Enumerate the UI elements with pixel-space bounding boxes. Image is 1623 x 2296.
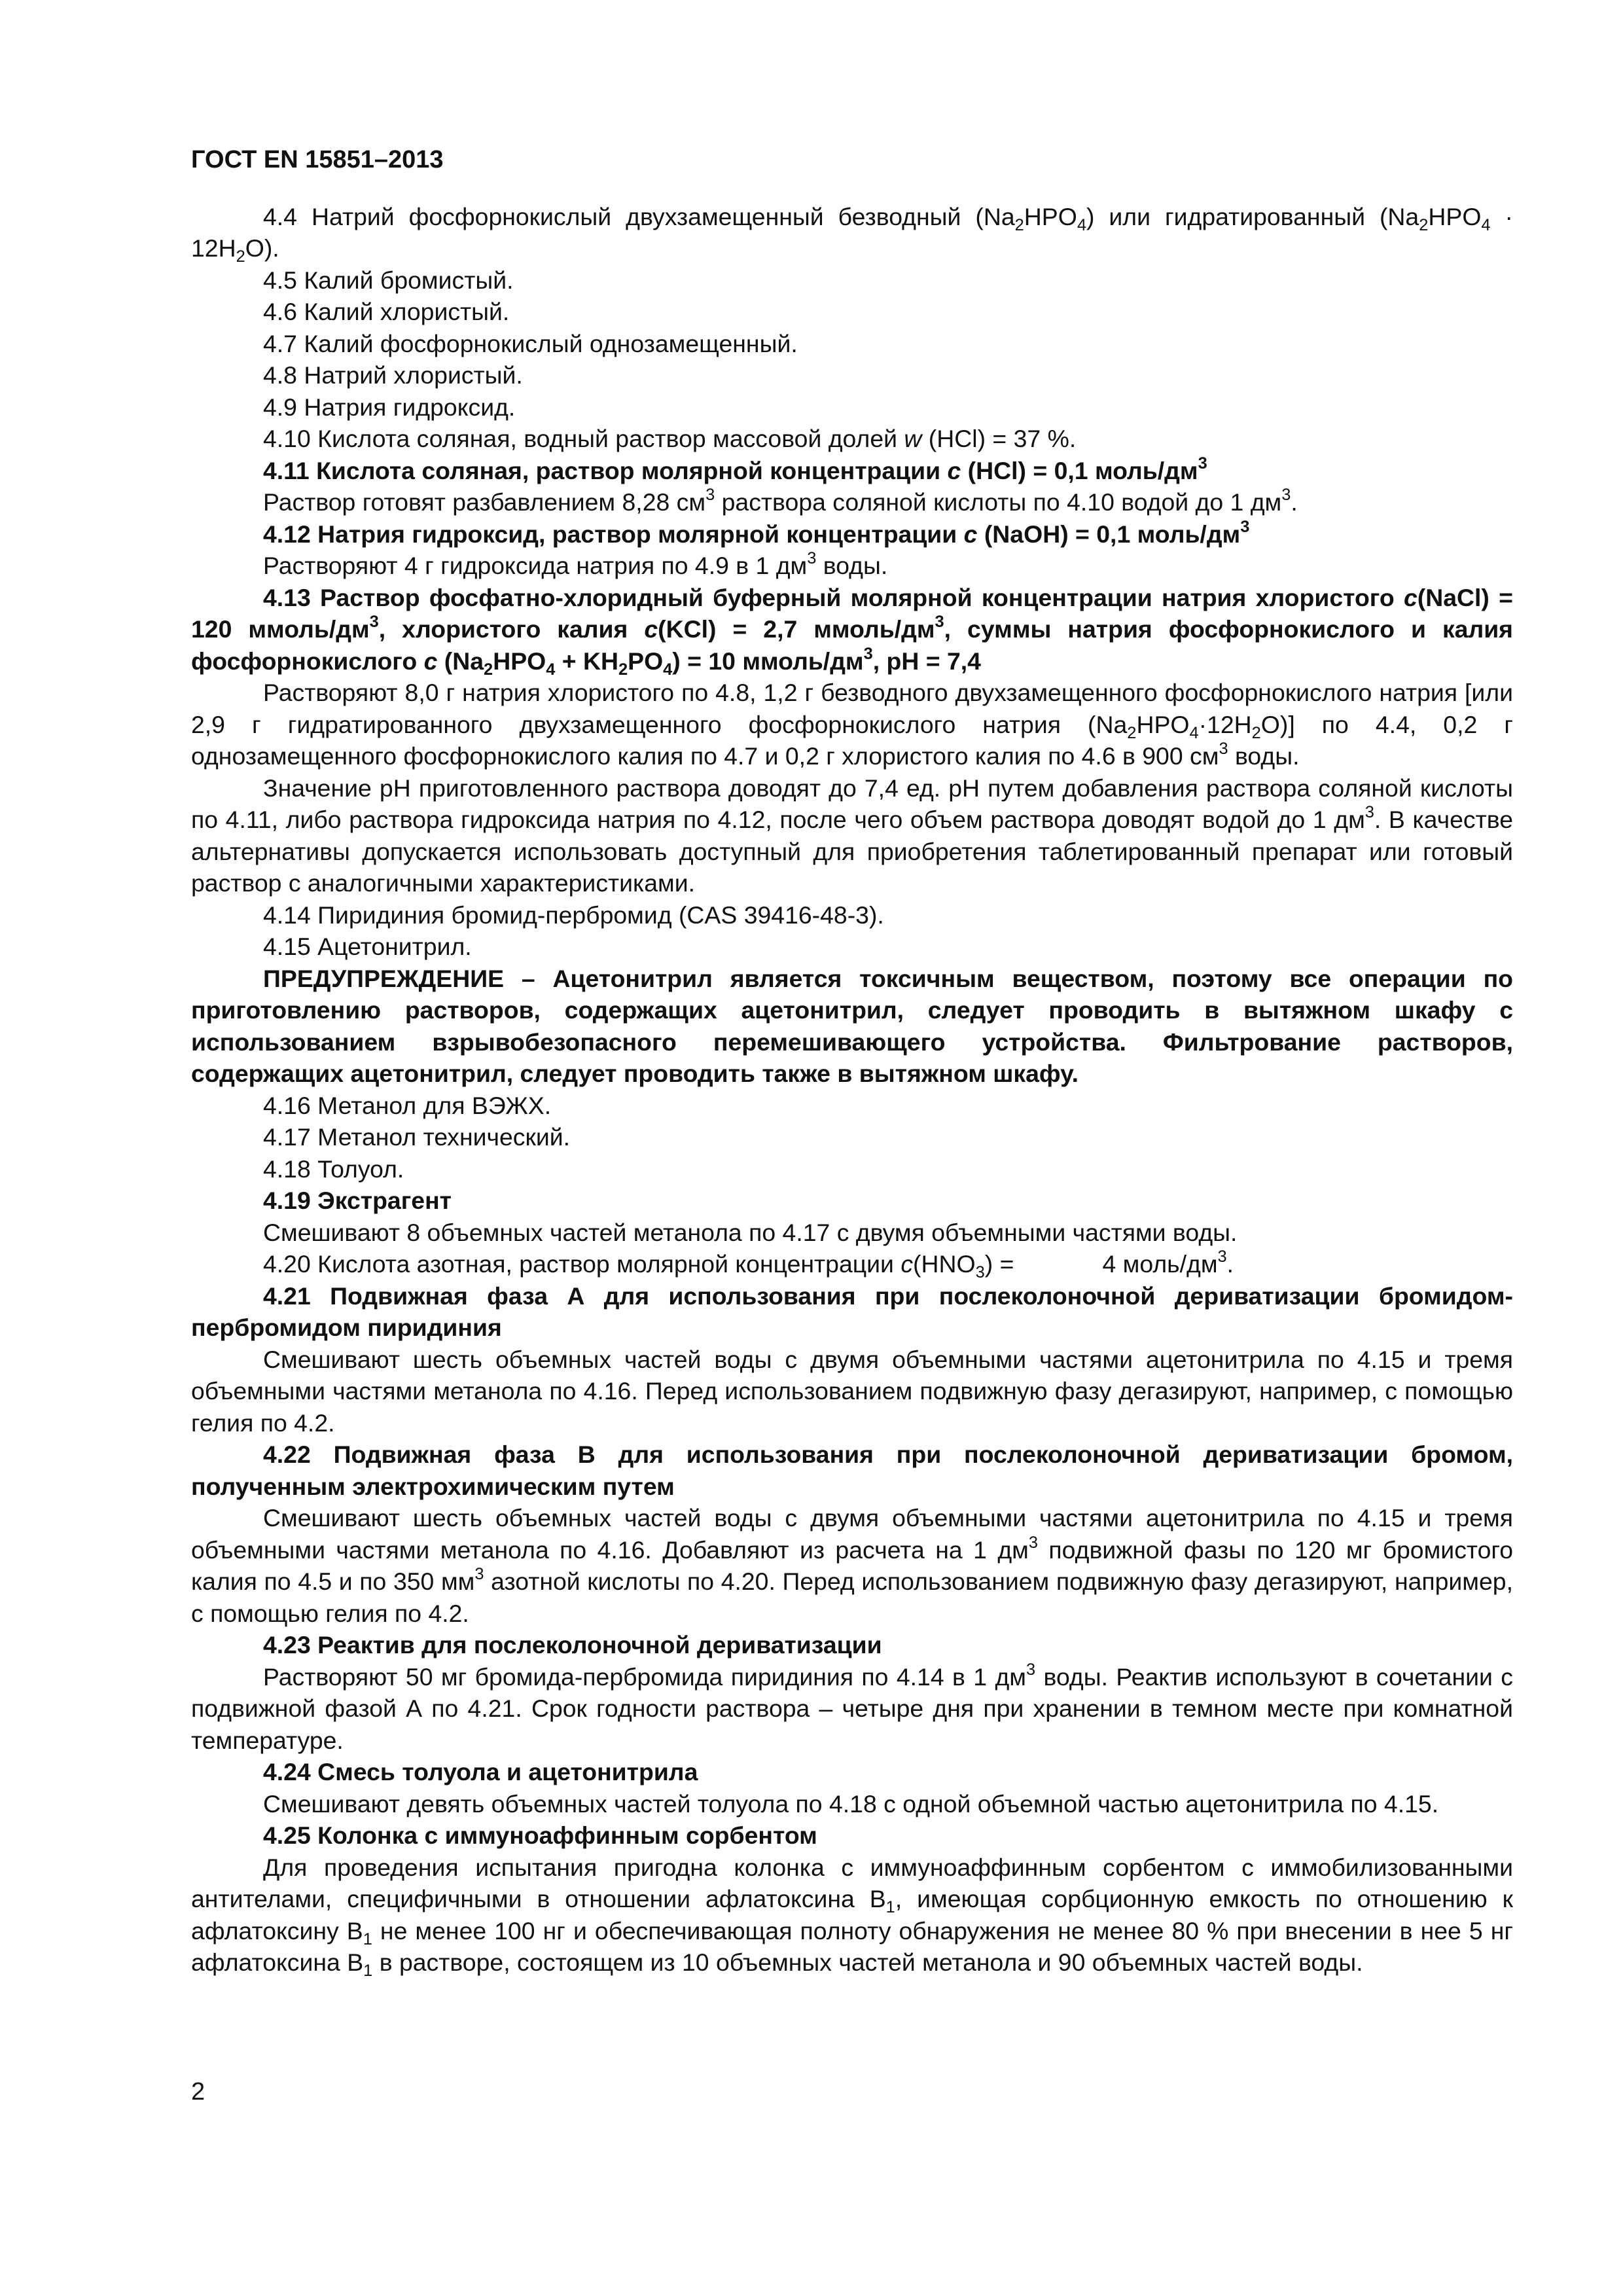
clause-4-12-heading: 4.12 Натрия гидроксид, раствор молярной концентрации c (NaOH) = 0,1 моль/$дм^3$ [263, 517, 1250, 548]
clause-4-23-heading: 4.23 Реактив для послеколоночной дериватизации [263, 1631, 882, 1659]
clause-4-13-heading: 4.13 Раствор фосфатно-хлоридный буферный молярной концентрации натрия хлористого c(NaCl) = 120 ммоль/$дм^3$, хлористого калия c(KCl) = 2,7 ммоль/$дм^3$, суммы натрия фосфорнокислого и калия фосфорнокислого c $(Na_2HPO_4 + KH_2PO_4) = 10$ ммоль/$дм^3$, pH = 7,4 [191, 583, 1514, 679]
clause-4-18: 4.18 Толуол. [263, 1155, 404, 1183]
clause-4-24-heading: 4.24 Смесь толуола и ацетонитрила [263, 1758, 698, 1785]
clause-4-11-heading: 4.11 Кислота соляная, раствор молярной концентрации c (HCl) = 0,1 моль/$дм^3$ [263, 454, 1207, 484]
clause-4-11-text: Раствор готовят разбавлением 8,28 $см^3$ раствора соляной кислоты по 4.10 водой до 1 $дм^3$. [263, 486, 1298, 516]
clause-4-23-text: Растворяют 50 мг бромида-пербромида пиридиния по 4.14 в 1 $дм^3$ воды. Реактив используют в сочетании с подвижной фазой А по 4.21. Срок годности раствора – четыре дня при хранении в темном месте при комнатной температуре. [191, 1660, 1513, 1754]
clause-4-25-heading: 4.25 Колонка с иммуноаффинным сорбентом [263, 1821, 817, 1849]
clause-4-5: 4.5 Калий бромистый. [263, 266, 514, 294]
page-number: 2 [191, 2078, 205, 2106]
clause-4-19-heading: 4.19 Экстрагент [263, 1187, 452, 1214]
clause-4-4: 4.4 Натрий фосфорнокислый двухзамещенный безводный $(Na_2HPO_4)$ или гидратированный $(Na_2HPO_4 \cdot 12H_2O)$. [191, 202, 1513, 266]
clause-4-19-text: Смешивают 8 объемных частей метанола по 4.17 с двумя объемными частями воды. [263, 1218, 1238, 1246]
clause-4-12-text: Растворяют 4 г гидроксида натрия по 4.9 в 1 $дм^3$ воды. [263, 549, 888, 579]
clause-4-22-heading: 4.22 Подвижная фаза В для использования при послеколоночной дериватизации бромом, полученным электрохимическим путем [191, 1441, 1513, 1500]
clause-4-25-text: Для проведения испытания пригодна колонка с иммуноаффинным сорбентом с иммобилизованными антителами, специфичными в отношении афлатоксина $B_1$, имеющая сорбционную емкость по отношению к афлатоксину $B_1$ не менее 100 нг и обеспечивающая полноту обнаружения не менее 80 % при внесении в нее 5 нг афлатоксина $B_1$ в растворе, состоящем из 10 объемных частей метанола и 90 объемных частей воды. [191, 1853, 1514, 1981]
clause-4-8: 4.8 Натрий хлористый. [263, 361, 523, 389]
clause-4-14: 4.14 Пиридиния бромид-пербромид (CAS 39416-48-3). [263, 901, 884, 929]
clause-4-15: 4.15 Ацетонитрил. [263, 933, 472, 960]
clause-4-6: 4.6 Калий хлористый. [263, 298, 510, 325]
clause-4-16: 4.16 Метанол для ВЭЖХ. [263, 1091, 552, 1119]
document-header: ГОСТ EN 15851–2013 [191, 146, 444, 173]
clause-4-22-text: Смешивают шесть объемных частей воды с двумя объемными частями ацетонитрила по 4.15 и тремя объемными частями метанола по 4.16. Добавляют из расчета на 1 $дм^3$ подвижной фазы по 120 мг бромистого калия по 4.5 и по 350 $мм^3$ азотной кислоты по 4.20. Перед использованием подвижную фазу дегазируют, например, с помощью гелия по 4.2. [191, 1504, 1513, 1627]
clause-4-21-text: Смешивают шесть объемных частей воды с двумя объемными частями ацетонитрила по 4.15 и тремя объемными частями метанола по 4.16. Перед использованием подвижную фазу дегазируют, например, с помощью гелия по 4.2. [191, 1345, 1513, 1437]
clause-4-7: 4.7 Калий фосфорнокислый однозамещенный. [263, 329, 798, 357]
clause-4-20: 4.20 Кислота азотная, раствор молярной концентрации $c(HNO_3)$ = 4 моль/$дм^3$. [263, 1247, 1234, 1282]
clause-4-24-text: Смешивают девять объемных частей толуола по 4.18 с одной объемной частью ацетонитрила по 4.15. [263, 1789, 1439, 1818]
clause-4-9: 4.9 Натрия гидроксид. [263, 393, 516, 421]
clause-4-10: 4.10 Кислота соляная, водный раствор массовой долей w (HCl) = 37 %. [263, 425, 1077, 452]
document-page [191, 144, 1513, 1979]
warning-text: ПРЕДУПРЕЖДЕНИЕ – Ацетонитрил является токсичным веществом, поэтому все операции по приготовлению растворов, содержащих ацетонитрил, следует проводить в вытяжном шкафу с использованием взрывобезопасного перемешивающего устройства. Фильтрование растворов, содержащих ацетонитрил, следует проводить также в вытяжном шкафу. [191, 964, 1513, 1087]
clause-4-13-text-1: Растворяют 8,0 г натрия хлористого по 4.8, 1,2 г безводного двухзамещенного фосфорнокислого натрия [или 2,9 г гидратированного двухзамещенного фосфорнокислого натрия $(Na_2HPO_4\cdot 12H_2O)$] по 4.4, 0,2 г однозамещенного фосфорнокислого калия по 4.7 и 0,2 г хлористого калия по 4.6 в 900 $см^3$ воды. [191, 679, 1513, 770]
clause-4-13-text-2: Значение pH приготовленного раствора доводят до 7,4 ед. pH путем добавления раствора соляной кислоты по 4.11, либо раствора гидроксида натрия по 4.12, после чего объем раствора доводят водой до 1 $дм^3$. В качестве альтернативы допускается использовать доступный для приобретения таблетированный препарат или готовый раствор с аналогичными характеристиками. [191, 774, 1513, 897]
clause-4-17: 4.17 Метанол технический. [263, 1123, 571, 1151]
clause-4-21-heading: 4.21 Подвижная фаза А для использования при послеколоночной дериватизации бромидом-пербромидом пиридиния [191, 1282, 1513, 1341]
